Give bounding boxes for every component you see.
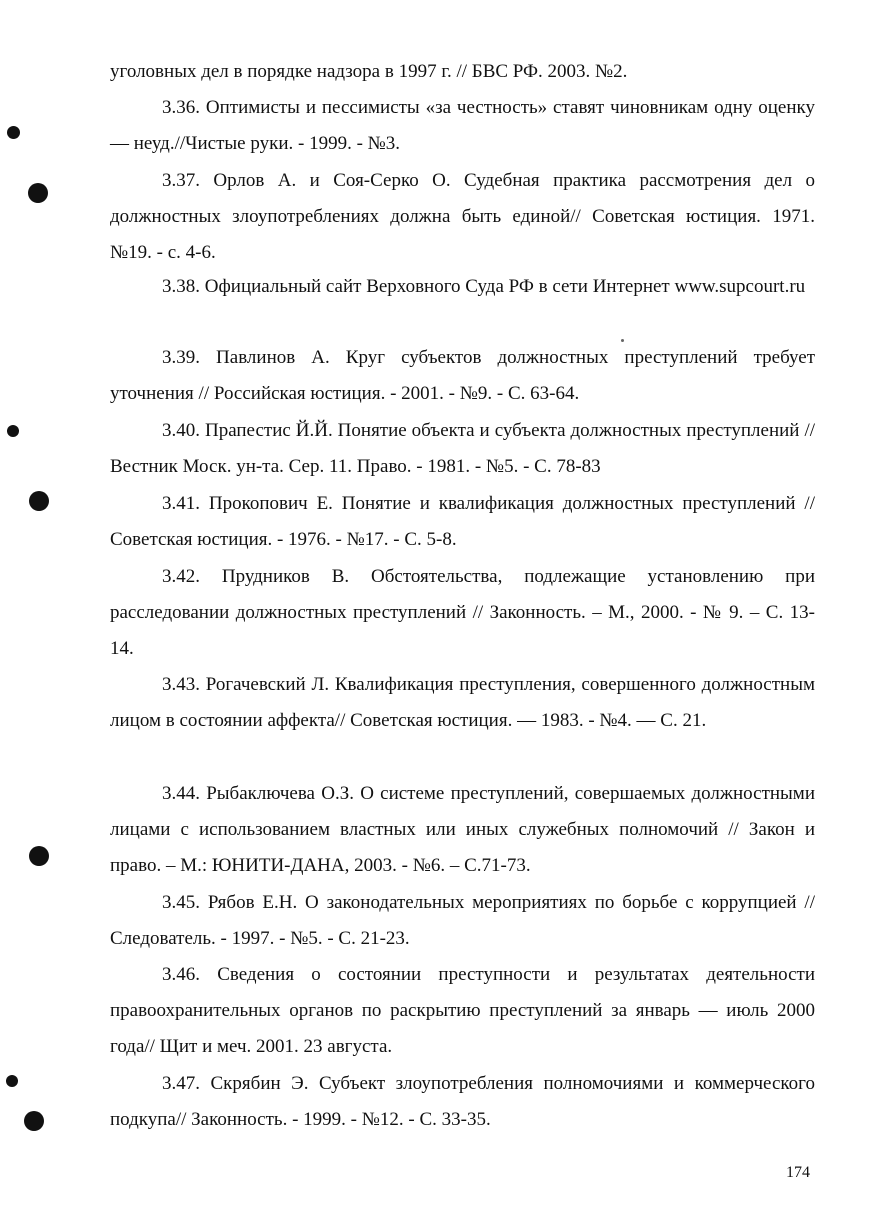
bibliography-entry: 3.40. Прапестис Й.Й. Понятие объекта и субъекта должностных преступлений //Вестник Моск. ун-та. Сер. 11. Право. - 1981. - №5. - С. 78-83 [110, 420, 815, 477]
bibliography-entry: 3.39. Павлинов А. Круг субъектов должностных преступлений требует уточнения // Российская юстиция. - 2001. - №9. - С. 63-64. [110, 347, 815, 404]
punch-hole [6, 1075, 18, 1087]
bibliography-entry: 3.38. Официальный сайт Верховного Суда РФ в сети Интернет www.supcourt.ru [162, 276, 806, 297]
punch-hole [29, 846, 49, 866]
bibliography-entry: 3.41. Прокопович Е. Понятие и квалификация должностных преступлений // Советская юстиция. - 1976. - №17. - С. 5-8. [110, 493, 815, 550]
bibliography-entry: 3.46. Сведения о состоянии преступности и результатах деятельности правоохранительных органов по раскрытию преступлений за январь — июль 2000 года// Щит и меч. 2001. 23 августа. [110, 964, 815, 1057]
punch-hole [28, 183, 48, 203]
bibliography-entry: 3.42. Прудников В. Обстоятельства, подлежащие установлению при расследовании должностных преступлений // Законность. – М., 2000. - № 9. – С. 13-14. [110, 566, 815, 659]
punch-hole [7, 425, 19, 437]
bibliography-entry: 3.43. Рогачевский Л. Квалификация преступления, совершенного должностным лицом в состоянии аффекта// Советская юстиция. — 1983. - №4. — С. 21. [110, 674, 815, 731]
punch-hole [29, 491, 49, 511]
bibliography-entry: 3.44. Рыбаключева О.З. О системе преступлений, совершаемых должностными лицами с использованием властных или иных служебных полномочий // Закон и право. – М.: ЮНИТИ-ДАНА, 2003. - №6. – С.71-73. [110, 783, 815, 876]
page-number: 174 [786, 1164, 810, 1181]
punch-hole [7, 126, 20, 139]
bibliography-entry: 3.36. Оптимисты и пессимисты «за честность» ставят чиновникам одну оценку — неуд.//Чистые руки. - 1999. - №3. [110, 97, 815, 154]
punch-hole [24, 1111, 44, 1131]
bibliography-entry: 3.45. Рябов Е.Н. О законодательных мероприятиях по борьбе с коррупцией // Следователь. - 1997. - №5. - С. 21-23. [110, 892, 815, 949]
bibliography-entry: 3.47. Скрябин Э. Субъект злоупотребления полномочиями и коммерческого подкупа// Законность. - 1999. - №12. - С. 33-35. [110, 1073, 815, 1130]
bibliography-entry: уголовных дел в порядке надзора в 1997 г. // БВС РФ. 2003. №2. [110, 61, 628, 82]
bibliography-entry: 3.37. Орлов А. и Соя-Серко О. Судебная практика рассмотрения дел о должностных злоупотреблениях должна быть единой// Советская юстиция. 1971. №19. - с. 4-6. [110, 170, 815, 263]
